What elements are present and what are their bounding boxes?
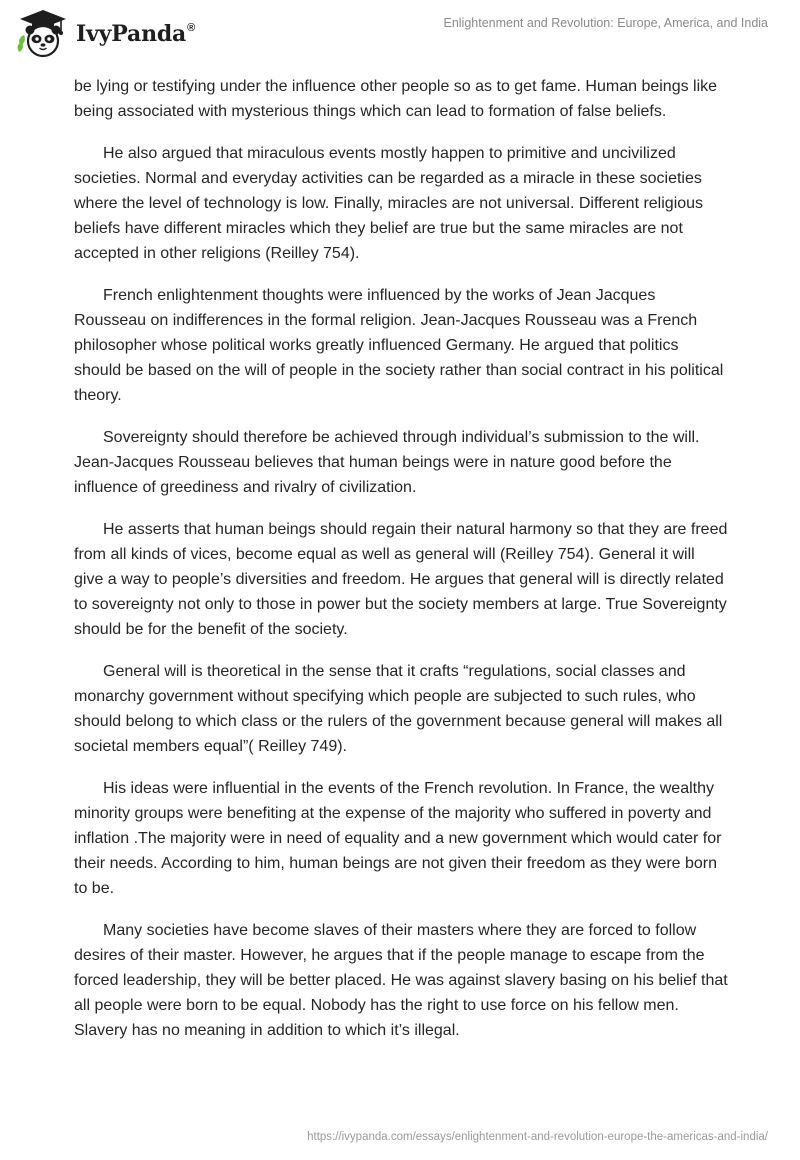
registered-mark: ®: [187, 21, 196, 34]
paragraph: He asserts that human beings should regain their natural harmony so that they are freed from all kinds of vices, become equal as well as general will (Reilley 754). General it will give a way to people’s diversities and freedom. He argues that general will is directly related to sovereignty not only to those in power but the society members at large. True Sovereignty should be for the benefit of the society.: [74, 521, 728, 638]
paragraph: He also argued that miraculous events mostly happen to primitive and uncivilized societies. Normal and everyday activities can be regarded as a miracle in these societies where the level of technology is low. Finally, miracles are not universal. Different religious beliefs have different miracles which they belief are true but the same miracles are not accepted in other religions (Reilley 754).: [74, 145, 704, 262]
panda-graduation-cap-icon: [16, 8, 70, 58]
paragraph: Many societies have become slaves of their masters where they are forced to follow desires of their master. However, he argues that if the people manage to escape from the forced leadership, they will be better placed. He was against slavery basing on his belief that all people were born to be equal. Nobody has the right to use force on his fellow men. Slavery has no meaning in addition to which it’s illegal.: [74, 922, 728, 1039]
brand-name: IvyPanda®: [76, 21, 196, 47]
document-title: Enlightenment and Revolution: Europe, America, and India: [443, 16, 768, 30]
paragraph: General will is theoretical in the sense that it crafts “regulations, social classes and monarchy government without specifying which people are subjected to such rules, who should belong to which class or the rulers of the government because general will makes all societal members equal”( Reilley 749).: [74, 663, 723, 755]
essay-body: [74, 74, 728, 1060]
source-url[interactable]: https://ivypanda.com/essays/enlightenment-and-revolution-europe-the-americas-and-india/: [307, 1131, 768, 1143]
paragraph: His ideas were influential in the events of the French revolution. In France, the wealthy minority groups were benefiting at the expense of the majority who suffered in poverty and inflation .The majority were in need of equality and a new government which would cater for their needs. According to him, human beings are not given their freedom as they were born to be.: [74, 780, 722, 897]
brand-logo-link[interactable]: [16, 8, 195, 58]
paragraph: Sovereignty should therefore be achieved through individual’s submission to the will. Jean-Jacques Rousseau believes that human beings were in nature good before the influence of greediness and rivalry of civilization.: [74, 429, 700, 496]
page-header: [0, 0, 800, 64]
paragraph: French enlightenment thoughts were influenced by the works of Jean Jacques Rousseau on indifferences in the formal religion. Jean-Jacques Rousseau was a French philosopher whose political works greatly influenced Germany. He argued that politics should be based on the will of people in the society rather than social contract in his political theory.: [74, 287, 724, 404]
paragraph-continued: be lying or testifying under the influence other people so as to get fame. Human beings like being associated with mysterious things which can lead to formation of false beliefs.: [74, 78, 718, 120]
